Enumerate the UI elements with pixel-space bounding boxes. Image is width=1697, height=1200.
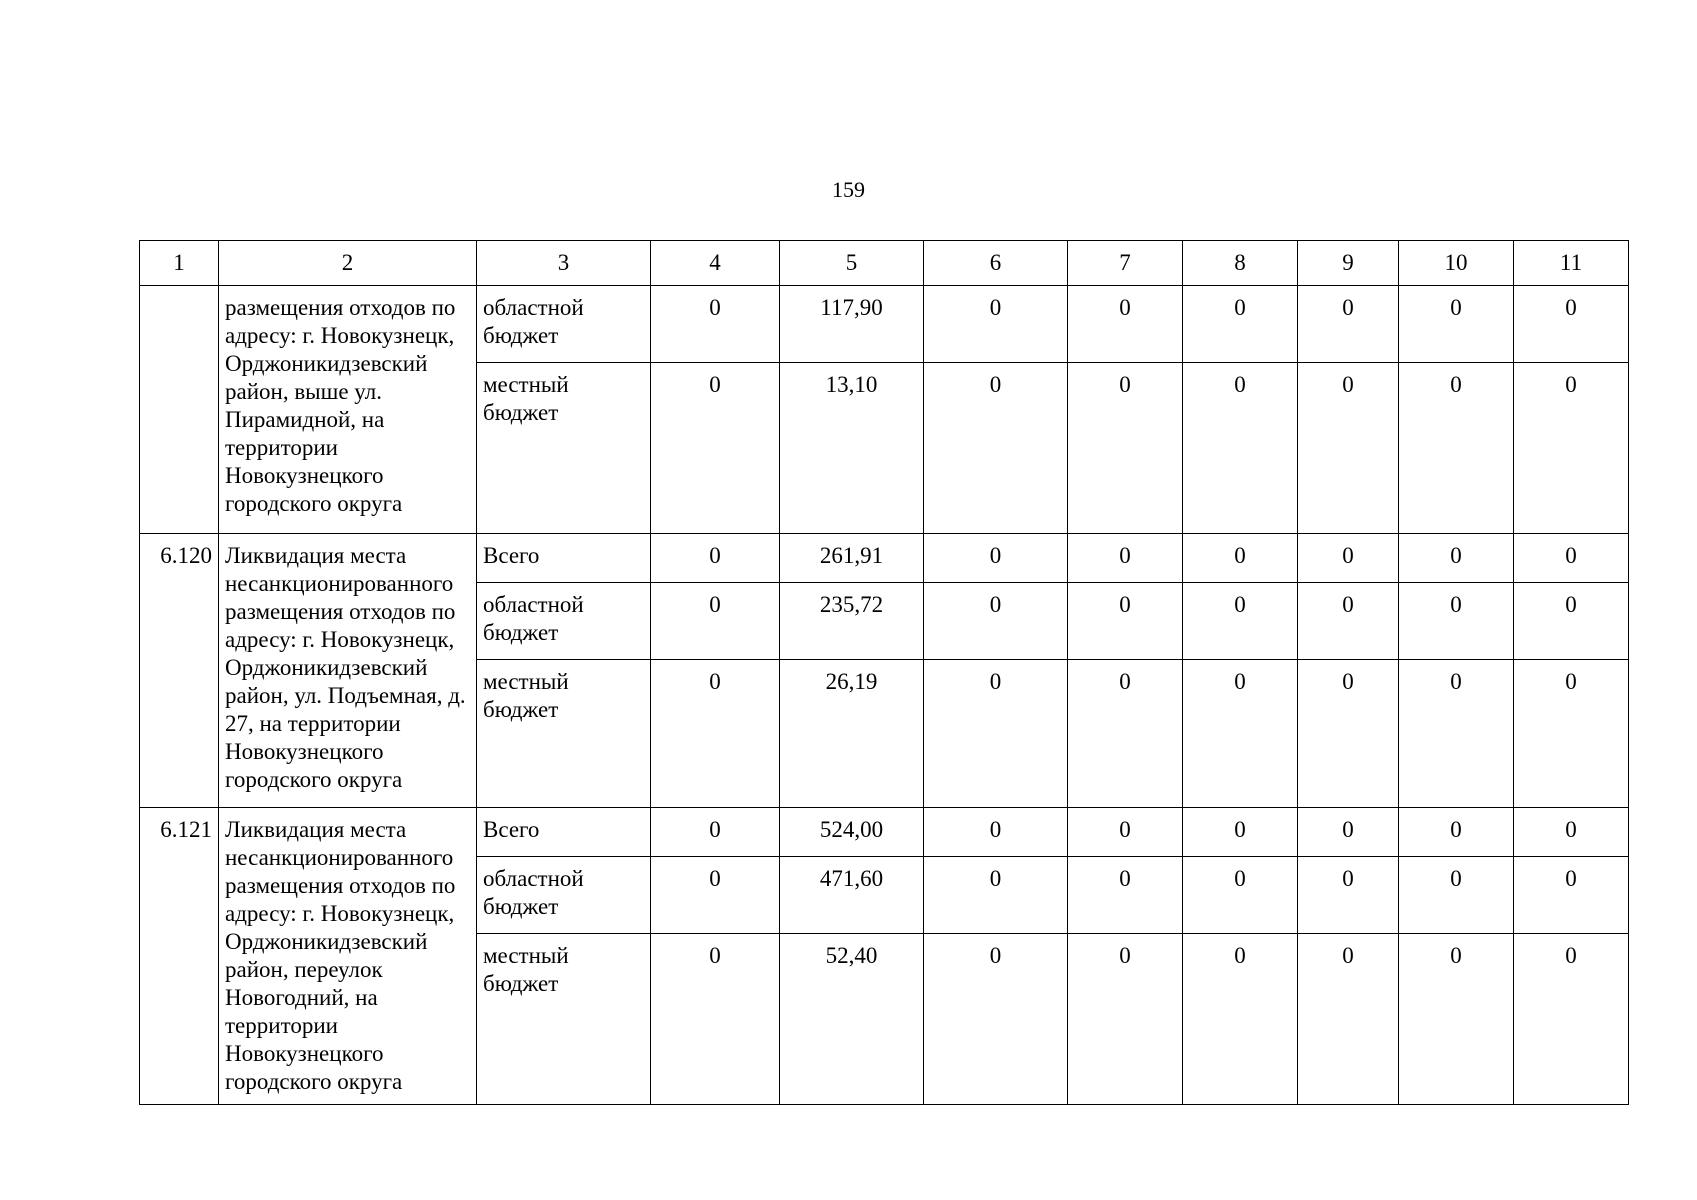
- value-cell: 0: [924, 857, 1068, 934]
- value-cell: 26,19: [780, 660, 924, 808]
- value-cell: 261,91: [780, 534, 924, 583]
- value-cell: 0: [1068, 934, 1183, 1105]
- value-cell: 0: [651, 363, 780, 534]
- item-code: [140, 286, 219, 534]
- value-cell: 0: [1514, 534, 1629, 583]
- funding-source: Всего: [477, 808, 651, 857]
- column-header: 4: [651, 241, 780, 286]
- value-cell: 0: [924, 660, 1068, 808]
- value-cell: 0: [1298, 660, 1399, 808]
- value-cell: 0: [651, 934, 780, 1105]
- funding-source: местный бюджет: [477, 363, 651, 534]
- header-row: [140, 241, 1629, 286]
- value-cell: 117,90: [780, 286, 924, 363]
- value-cell: 524,00: [780, 808, 924, 857]
- value-cell: 0: [1514, 808, 1629, 857]
- table-row: [140, 534, 1629, 583]
- value-cell: 0: [1514, 286, 1629, 363]
- value-cell: 0: [651, 286, 780, 363]
- value-cell: 0: [1068, 534, 1183, 583]
- value-cell: 0: [1514, 934, 1629, 1105]
- value-cell: 0: [1514, 583, 1629, 660]
- value-cell: 0: [924, 286, 1068, 363]
- value-cell: 0: [1183, 534, 1298, 583]
- item-description: Ликвидация места несанкционированного размещения отходов по адресу: г. Новокузнецк, Орджоникидзевский район, ул. Подъемная, д. 27, на территории Новокузнецкого городского округа: [219, 534, 477, 808]
- value-cell: 0: [1068, 583, 1183, 660]
- value-cell: 52,40: [780, 934, 924, 1105]
- item-code: 6.120: [140, 534, 219, 808]
- value-cell: 0: [1514, 363, 1629, 534]
- value-cell: 471,60: [780, 857, 924, 934]
- value-cell: 0: [1399, 363, 1514, 534]
- table-row: [140, 286, 1629, 363]
- page-number: 159: [832, 177, 865, 202]
- value-cell: 0: [1183, 934, 1298, 1105]
- value-cell: 0: [1298, 857, 1399, 934]
- value-cell: 0: [1183, 286, 1298, 363]
- column-header: 9: [1298, 241, 1399, 286]
- value-cell: 0: [924, 934, 1068, 1105]
- value-cell: 0: [1183, 857, 1298, 934]
- value-cell: 0: [651, 583, 780, 660]
- column-header: 5: [780, 241, 924, 286]
- value-cell: 0: [651, 808, 780, 857]
- value-cell: 0: [1298, 534, 1399, 583]
- value-cell: 0: [1399, 808, 1514, 857]
- value-cell: 0: [1399, 286, 1514, 363]
- value-cell: 0: [1068, 857, 1183, 934]
- value-cell: 0: [924, 534, 1068, 583]
- item-description: Ликвидация места несанкционированного размещения отходов по адресу: г. Новокузнецк, Орджоникидзевский район, переулок Новогодний, на территории Новокузнецкого городского округа: [219, 808, 477, 1105]
- value-cell: 0: [1183, 660, 1298, 808]
- funding-source: областной бюджет: [477, 583, 651, 660]
- value-cell: 0: [1298, 934, 1399, 1105]
- table-row: [140, 808, 1629, 857]
- column-header: 6: [924, 241, 1068, 286]
- column-header: 1: [140, 241, 219, 286]
- column-header: 8: [1183, 241, 1298, 286]
- column-header: 10: [1399, 241, 1514, 286]
- value-cell: 0: [1183, 808, 1298, 857]
- value-cell: 0: [1399, 934, 1514, 1105]
- value-cell: 0: [1068, 286, 1183, 363]
- value-cell: 0: [1298, 363, 1399, 534]
- funding-source: Всего: [477, 534, 651, 583]
- value-cell: 0: [1399, 857, 1514, 934]
- value-cell: 0: [1298, 808, 1399, 857]
- funding-source: местный бюджет: [477, 934, 651, 1105]
- value-cell: 0: [1514, 857, 1629, 934]
- value-cell: 13,10: [780, 363, 924, 534]
- value-cell: 0: [924, 363, 1068, 534]
- value-cell: 0: [1298, 286, 1399, 363]
- value-cell: 0: [1399, 534, 1514, 583]
- column-header: 7: [1068, 241, 1183, 286]
- value-cell: 0: [651, 534, 780, 583]
- column-header: 2: [219, 241, 477, 286]
- value-cell: 0: [651, 660, 780, 808]
- value-cell: 0: [1399, 660, 1514, 808]
- item-code: 6.121: [140, 808, 219, 1105]
- value-cell: 0: [1183, 363, 1298, 534]
- column-header: 11: [1514, 241, 1629, 286]
- value-cell: 0: [924, 808, 1068, 857]
- funding-source: областной бюджет: [477, 286, 651, 363]
- value-cell: 0: [924, 583, 1068, 660]
- value-cell: 0: [1399, 583, 1514, 660]
- value-cell: 0: [1514, 660, 1629, 808]
- value-cell: 0: [1068, 808, 1183, 857]
- value-cell: 0: [1183, 583, 1298, 660]
- budget-table: [139, 240, 1629, 1105]
- funding-source: областной бюджет: [477, 857, 651, 934]
- value-cell: 0: [1068, 363, 1183, 534]
- value-cell: 235,72: [780, 583, 924, 660]
- item-description: размещения отходов по адресу: г. Новокузнецк, Орджоникидзевский район, выше ул. Пирамидной, на территории Новокузнецкого городского округа: [219, 286, 477, 534]
- value-cell: 0: [1068, 660, 1183, 808]
- value-cell: 0: [1298, 583, 1399, 660]
- value-cell: 0: [651, 857, 780, 934]
- column-header: 3: [477, 241, 651, 286]
- funding-source: местный бюджет: [477, 660, 651, 808]
